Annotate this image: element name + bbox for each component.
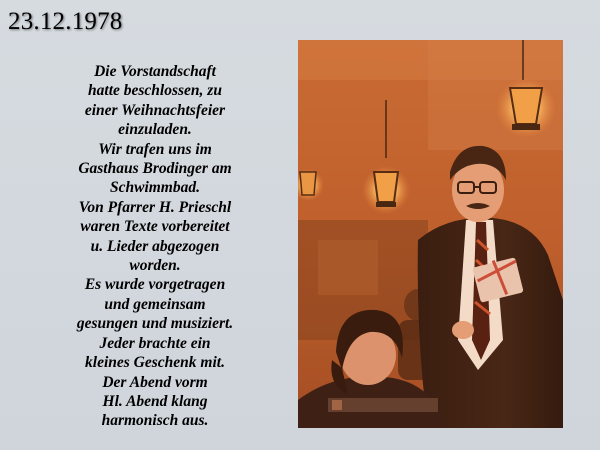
caption-line: Wir trafen uns im	[98, 140, 212, 158]
caption-line: Jeder brachte ein	[99, 334, 211, 352]
caption-line: Gasthaus Brodinger am	[78, 160, 232, 178]
caption-line: einer Weihnachtsfeier	[84, 101, 226, 119]
slide-date: 23.12.1978	[8, 8, 123, 35]
caption-line: Hl. Abend klang	[102, 392, 208, 410]
slide-caption	[20, 62, 290, 431]
caption-line: und gemeinsam	[104, 295, 206, 313]
caption-line: Der Abend vorm	[102, 373, 208, 391]
caption-line: u. Lieder abgezogen	[90, 237, 220, 255]
caption-line: Die Vorstandschaft	[94, 63, 216, 80]
party-photo	[298, 40, 563, 428]
caption-line: Schwimmbad.	[109, 179, 200, 197]
caption-line: waren Texte vorbereitet	[80, 218, 230, 236]
caption-line: gesungen und musiziert.	[76, 315, 234, 333]
caption-line: worden.	[129, 257, 181, 275]
caption-line: harmonisch aus.	[101, 412, 209, 430]
caption-line: Es wurde vorgetragen	[84, 276, 226, 294]
caption-line: hatte beschlossen, zu	[88, 82, 222, 100]
caption-line: kleines Geschenk mit.	[85, 354, 225, 372]
caption-line: Von Pfarrer H. Prieschl	[78, 198, 232, 216]
caption-line: einzuladen.	[118, 121, 192, 139]
party-photo-image	[298, 40, 563, 428]
